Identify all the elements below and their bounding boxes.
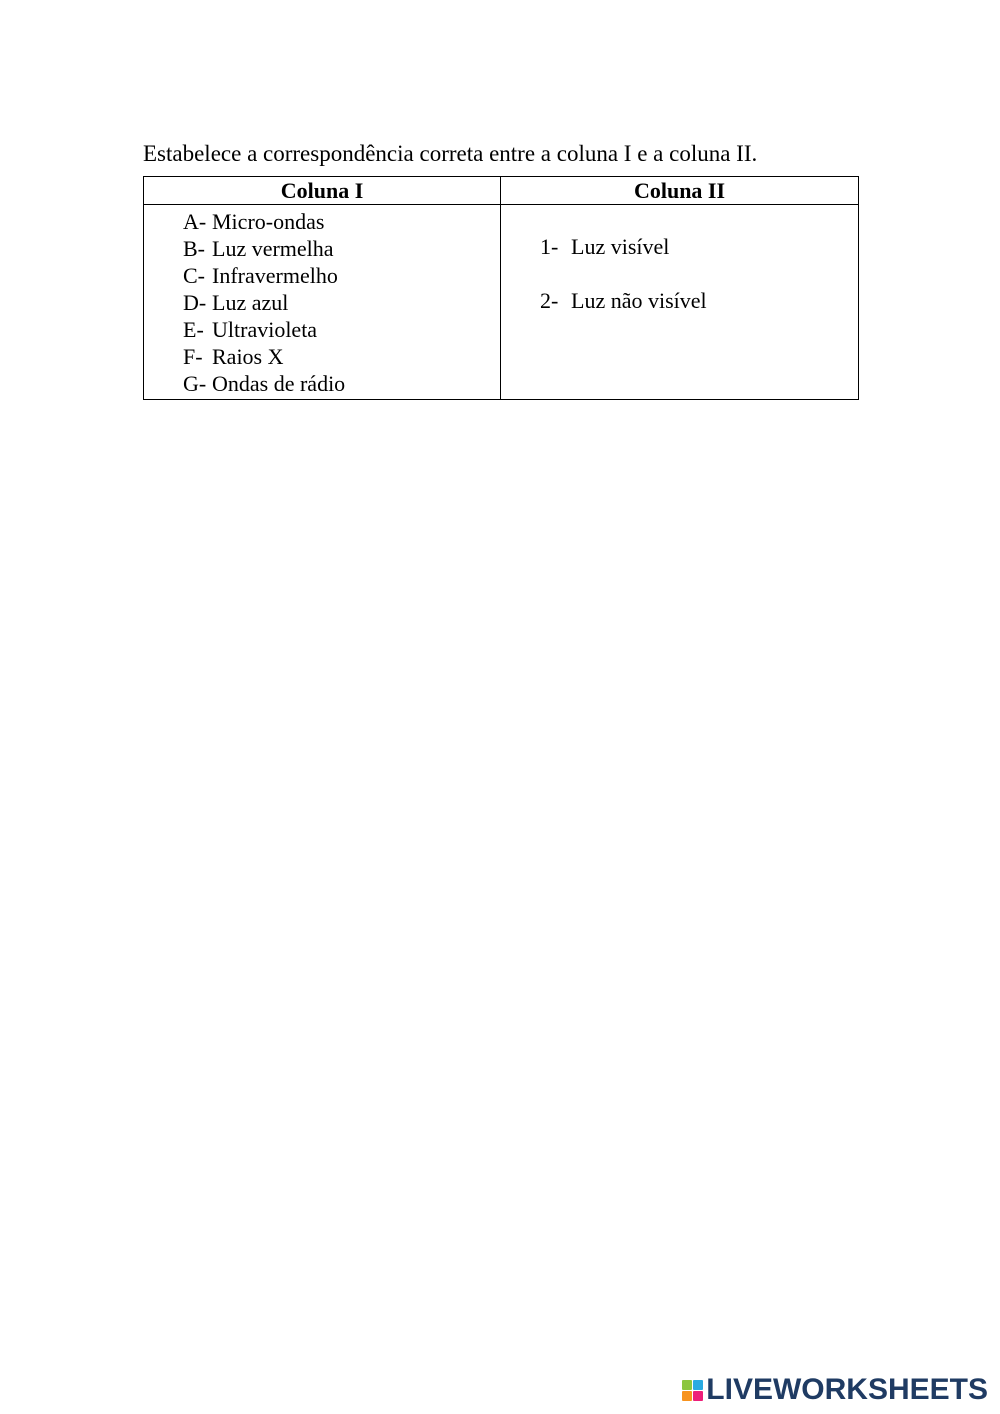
item-letter: C-	[183, 263, 205, 288]
list-item	[183, 208, 500, 235]
instruction-text: Estabelece a correspondência correta entre a coluna I e a coluna II.	[143, 141, 758, 166]
list-item	[183, 343, 500, 370]
list-item	[183, 370, 500, 397]
item-text: Raios X	[212, 344, 284, 369]
table-header-row	[144, 177, 859, 205]
item-text: Ondas de rádio	[212, 371, 346, 396]
matching-table	[143, 176, 859, 400]
column-1-cell	[144, 205, 501, 400]
logo-square-icon	[682, 1391, 692, 1401]
item-letter: E-	[183, 317, 204, 342]
column-1-header: Coluna I	[144, 177, 501, 205]
column-2-header: Coluna II	[501, 177, 859, 205]
item-text: Luz visível	[571, 234, 670, 259]
item-letter: A-	[183, 209, 207, 234]
item-text: Micro-ondas	[212, 209, 325, 234]
liveworksheets-logo	[682, 1374, 988, 1406]
logo-mark-icon	[682, 1380, 703, 1401]
list-item	[183, 262, 500, 289]
list-item	[183, 289, 500, 316]
item-text: Luz não visível	[571, 288, 707, 313]
item-text: Ultravioleta	[212, 317, 318, 342]
list-item	[540, 287, 858, 341]
column-1-list	[144, 205, 500, 397]
list-item	[183, 235, 500, 262]
item-letter: B-	[183, 236, 205, 261]
logo-square-icon	[693, 1391, 703, 1401]
list-item	[540, 233, 858, 287]
item-text: Infravermelho	[212, 263, 338, 288]
item-letter: D-	[183, 290, 207, 315]
item-text: Luz azul	[212, 290, 289, 315]
column-2-list	[501, 205, 858, 341]
item-number: 2-	[540, 288, 559, 313]
logo-wordmark: LIVEWORKSHEETS	[706, 1373, 988, 1406]
item-letter: G-	[183, 371, 207, 396]
item-letter: F-	[183, 344, 203, 369]
list-item	[183, 316, 500, 343]
table-body-row	[144, 205, 859, 400]
logo-square-icon	[693, 1380, 703, 1390]
item-number: 1-	[540, 234, 559, 259]
logo-square-icon	[682, 1380, 692, 1390]
column-2-cell	[501, 205, 859, 400]
item-text: Luz vermelha	[212, 236, 334, 261]
